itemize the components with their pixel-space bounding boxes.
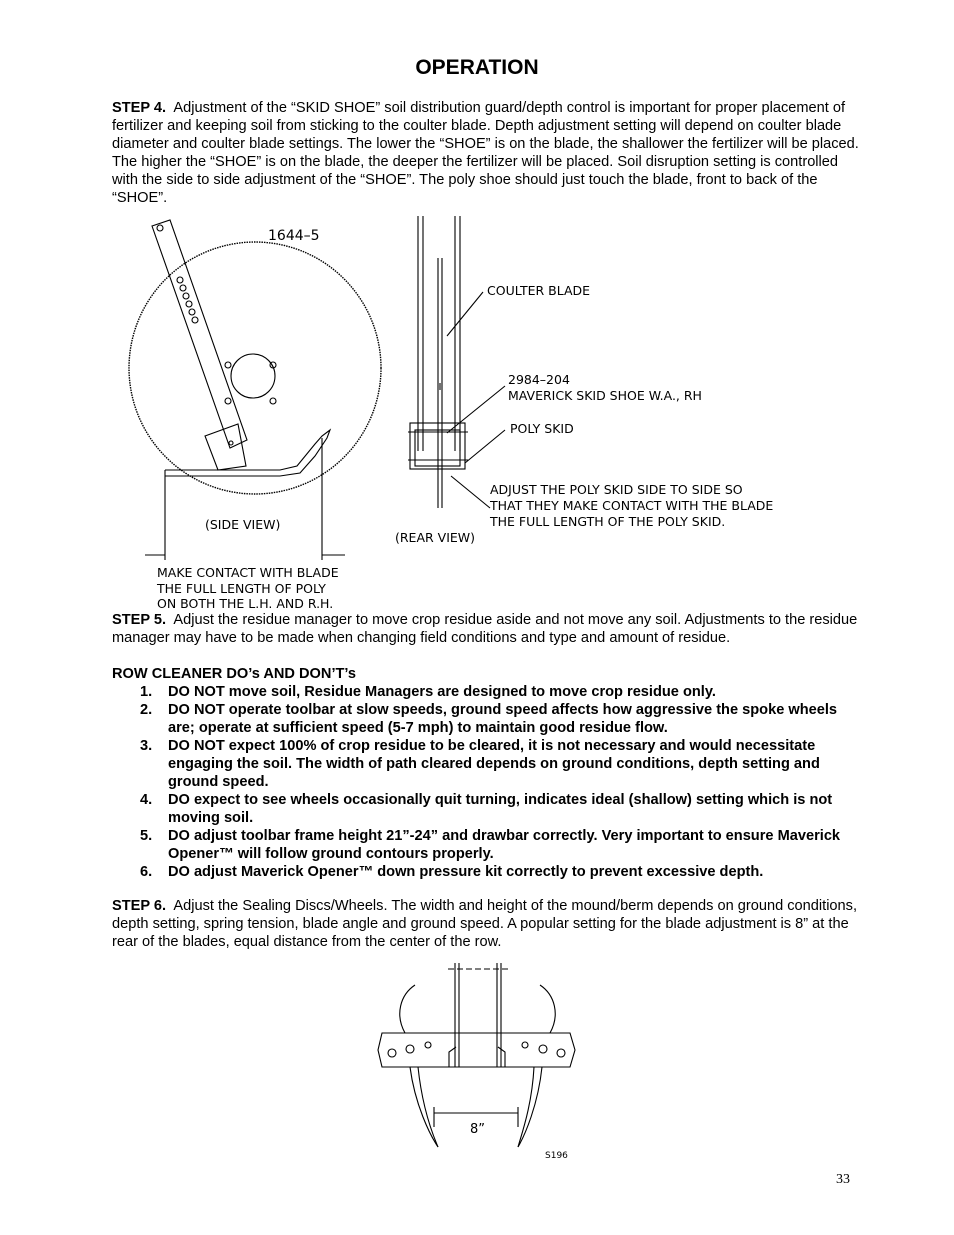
row-cleaner-list <box>112 683 860 881</box>
step-6-text: Adjust the Sealing Discs/Wheels. The width and height of the mound/berm depends on ground conditions, depth setting, spring tension, blade angle and ground speed. A popular setting for the blade adjustment is 8” at the rear of the blades, equal distance from the center of the row. <box>112 898 858 950</box>
list-item-text: DO NOT operate toolbar at slow speeds, ground speed affects how aggressive the spoke wheels are; operate at sufficient speed (5-7 mph) to maintain good residue flow. <box>168 702 838 736</box>
step-6-label: STEP 6. <box>112 898 167 914</box>
sealing-discs-diagram <box>370 955 590 1165</box>
list-item-number: 5. <box>140 828 153 844</box>
poly-skid-label: POLY SKID <box>510 421 574 436</box>
step-4-text: Adjustment of the “SKID SHOE” soil distribution guard/depth control is important for proper placement of fertilizer and keeping soil from sticking to the coulter blade. Depth adjustment setting will depend on coulter blade diameter and coulter blade settings. The lower the “SHOE” is on the blade, the shallower the fertilizer will be placed. The higher the “SHOE” is on the blade, the deeper the fertilizer will be placed. Soil disruption setting is controlled with the side to side adjustment of the “SHOE”. The poly shoe should just touch the blade, front to back of the “SHOE”. <box>112 100 859 206</box>
adjust-note-line-1: ADJUST THE POLY SKID SIDE TO SIDE SO <box>490 482 743 497</box>
step-5-text: Adjust the residue manager to move crop residue aside and not move any soil. Adjustments to the residue manager may have to be made when changing field conditions and type and amount of residue. <box>112 612 858 646</box>
coulter-blade-label: COULTER BLADE <box>487 283 591 298</box>
dimension-label: 8” <box>470 1122 486 1137</box>
skid-shoe-diagram <box>110 208 830 610</box>
list-item-text: DO expect to see wheels occasionally quit turning, indicates ideal (shallow) setting which is not moving soil. <box>168 792 833 826</box>
list-item-number: 1. <box>140 684 153 700</box>
list-item-number: 4. <box>140 792 153 808</box>
adjust-note-line-2: THAT THEY MAKE CONTACT WITH THE BLADE <box>490 498 774 513</box>
list-item-number: 3. <box>140 738 153 754</box>
skid-shoe-name-label: MAVERICK SKID SHOE W.A., RH <box>508 388 702 403</box>
list-item-text: DO adjust toolbar frame height 21”-24” and drawbar correctly. Very important to ensure Maverick Opener™ will follow ground contours properly. <box>168 828 841 862</box>
row-cleaner-section <box>112 665 860 881</box>
contact-note-line-3: ON BOTH THE L.H. AND R.H. <box>157 596 334 610</box>
contact-note-line-1: MAKE CONTACT WITH BLADE <box>157 565 339 580</box>
list-item <box>112 863 860 881</box>
page-number: 33 <box>836 1172 850 1187</box>
adjust-note-line-3: THE FULL LENGTH OF THE POLY SKID. <box>490 514 726 529</box>
step-4-label: STEP 4. <box>112 100 167 116</box>
rear-view-label: (REAR VIEW) <box>395 530 476 545</box>
part-number-label: 1644–5 <box>268 228 320 244</box>
row-cleaner-heading: ROW CLEANER DO’s AND DON’T’s <box>112 666 357 682</box>
list-item <box>112 827 860 863</box>
step-5-label: STEP 5. <box>112 612 167 628</box>
skid-shoe-part-label: 2984–204 <box>508 372 570 387</box>
page-title: OPERATION <box>415 56 539 79</box>
contact-note-line-2: THE FULL LENGTH OF POLY <box>157 581 326 596</box>
list-item-text: DO adjust Maverick Opener™ down pressure kit correctly to prevent excessive depth. <box>168 864 764 880</box>
drawing-number-label: S196 <box>545 1151 568 1161</box>
list-item-text: DO NOT expect 100% of crop residue to be cleared, it is not necessary and would necessitate engaging the soil. The width of path cleared depends on ground conditions, depth setting and ground speed. <box>168 738 820 790</box>
side-view-label: (SIDE VIEW) <box>205 517 281 532</box>
step-5-paragraph <box>112 611 860 647</box>
step-4-paragraph <box>112 99 860 207</box>
list-item-number: 2. <box>140 702 153 718</box>
list-item <box>112 737 860 791</box>
list-item-number: 6. <box>140 864 153 880</box>
list-item <box>112 791 860 827</box>
list-item <box>112 683 860 701</box>
step-6-paragraph <box>112 897 860 951</box>
list-item-text: DO NOT move soil, Residue Managers are designed to move crop residue only. <box>168 684 716 700</box>
list-item <box>112 701 860 737</box>
